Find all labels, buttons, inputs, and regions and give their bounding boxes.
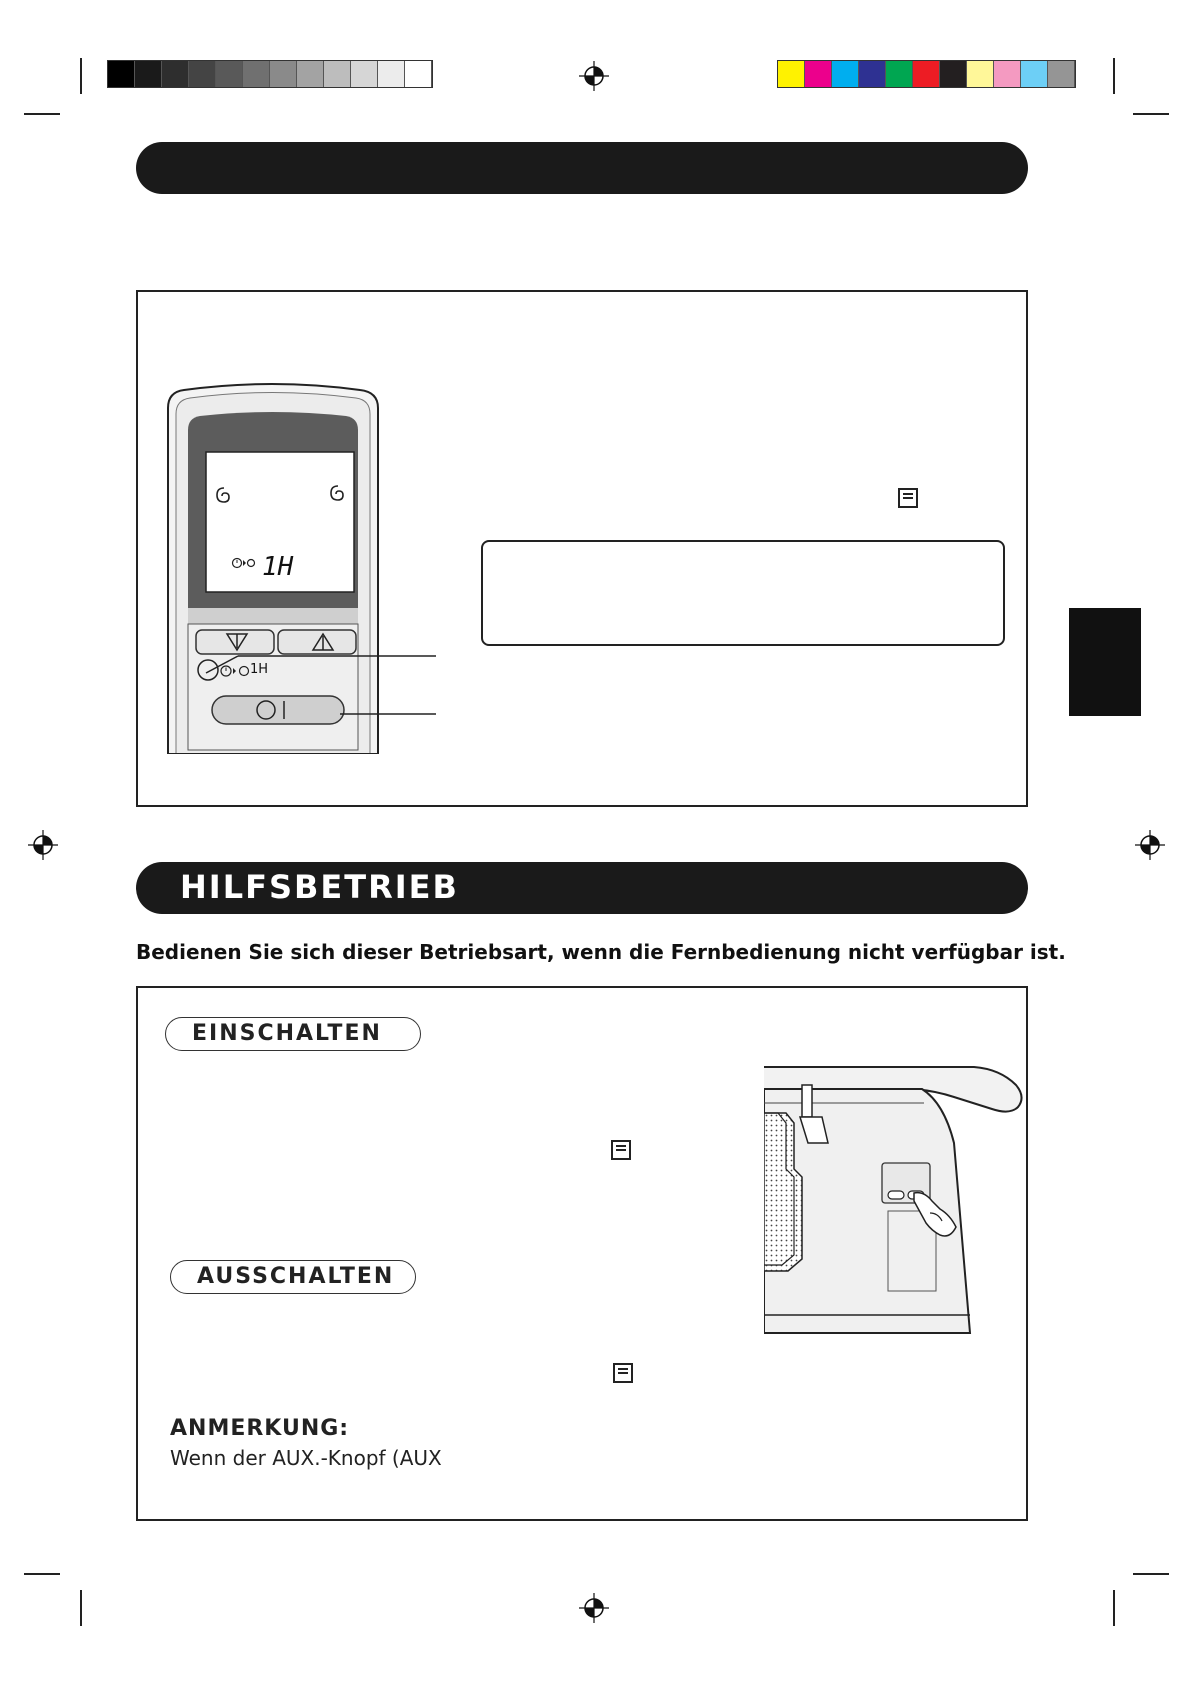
color-calibration-bar [777,60,1076,88]
calibration-swatch [216,61,243,87]
calibration-swatch [189,61,216,87]
switch-on-pill [165,1017,421,1051]
chapter-tab [1069,608,1141,716]
crop-mark [1133,113,1169,115]
display-indicator-icon [613,1363,633,1383]
calibration-swatch [994,61,1021,87]
crop-mark [80,58,82,94]
crop-mark [24,113,60,115]
calibration-swatch [378,61,405,87]
fan-swirl-icon [214,485,234,505]
aux-section-banner [136,862,1028,914]
crop-mark [1133,1573,1169,1575]
calibration-swatch [243,61,270,87]
calibration-swatch [270,61,297,87]
display-indicator-icon [898,488,918,508]
calibration-swatch [1048,61,1075,87]
crop-mark [1113,58,1115,94]
note-heading: ANMERKUNG: [170,1416,350,1441]
calibration-swatch [1021,61,1048,87]
switch-on-label: EINSCHALTEN [192,1021,382,1046]
calibration-swatch [778,61,805,87]
calibration-swatch [108,61,135,87]
aux-section-title: HILFSBETRIEB [180,868,459,906]
calibration-swatch [405,61,432,87]
switch-off-pill [170,1260,416,1294]
calibration-swatch [297,61,324,87]
calibration-swatch [805,61,832,87]
calibration-swatch [886,61,913,87]
calibration-swatch [859,61,886,87]
display-indicator-icon [611,1140,631,1160]
crop-mark [80,1590,82,1626]
registration-mark-icon [1135,830,1165,860]
section-banner-top [136,142,1028,194]
calibration-swatch [940,61,967,87]
timer-button-label: 1H [250,662,269,677]
switch-off-label: AUSSCHALTEN [197,1264,395,1289]
calibration-swatch [135,61,162,87]
arrow-down-icon[interactable] [225,632,249,652]
note-frame [481,540,1005,646]
callout-lines [200,650,440,720]
crop-mark [24,1573,60,1575]
registration-mark-icon [28,830,58,860]
note-text: Wenn der AUX.-Knopf (AUX [170,1446,442,1470]
aux-intro-text: Bedienen Sie sich dieser Betriebsart, wenn die Fernbedienung nicht verfügbar ist. [136,940,1066,964]
calibration-swatch [967,61,994,87]
calibration-swatch [913,61,940,87]
grayscale-calibration-bar [107,60,433,88]
fan-swirl-icon [328,483,348,503]
calibration-swatch [832,61,859,87]
lcd-timer-readout: 1H [262,552,294,582]
registration-mark-icon [579,61,609,91]
calibration-swatch [324,61,351,87]
calibration-swatch [162,61,189,87]
calibration-swatch [351,61,378,87]
timer-clock-icon [231,557,257,569]
arrow-up-icon[interactable] [311,632,335,652]
registration-mark-icon [579,1593,609,1623]
indoor-unit-illustration [764,1063,1026,1335]
crop-mark [1113,1590,1115,1626]
